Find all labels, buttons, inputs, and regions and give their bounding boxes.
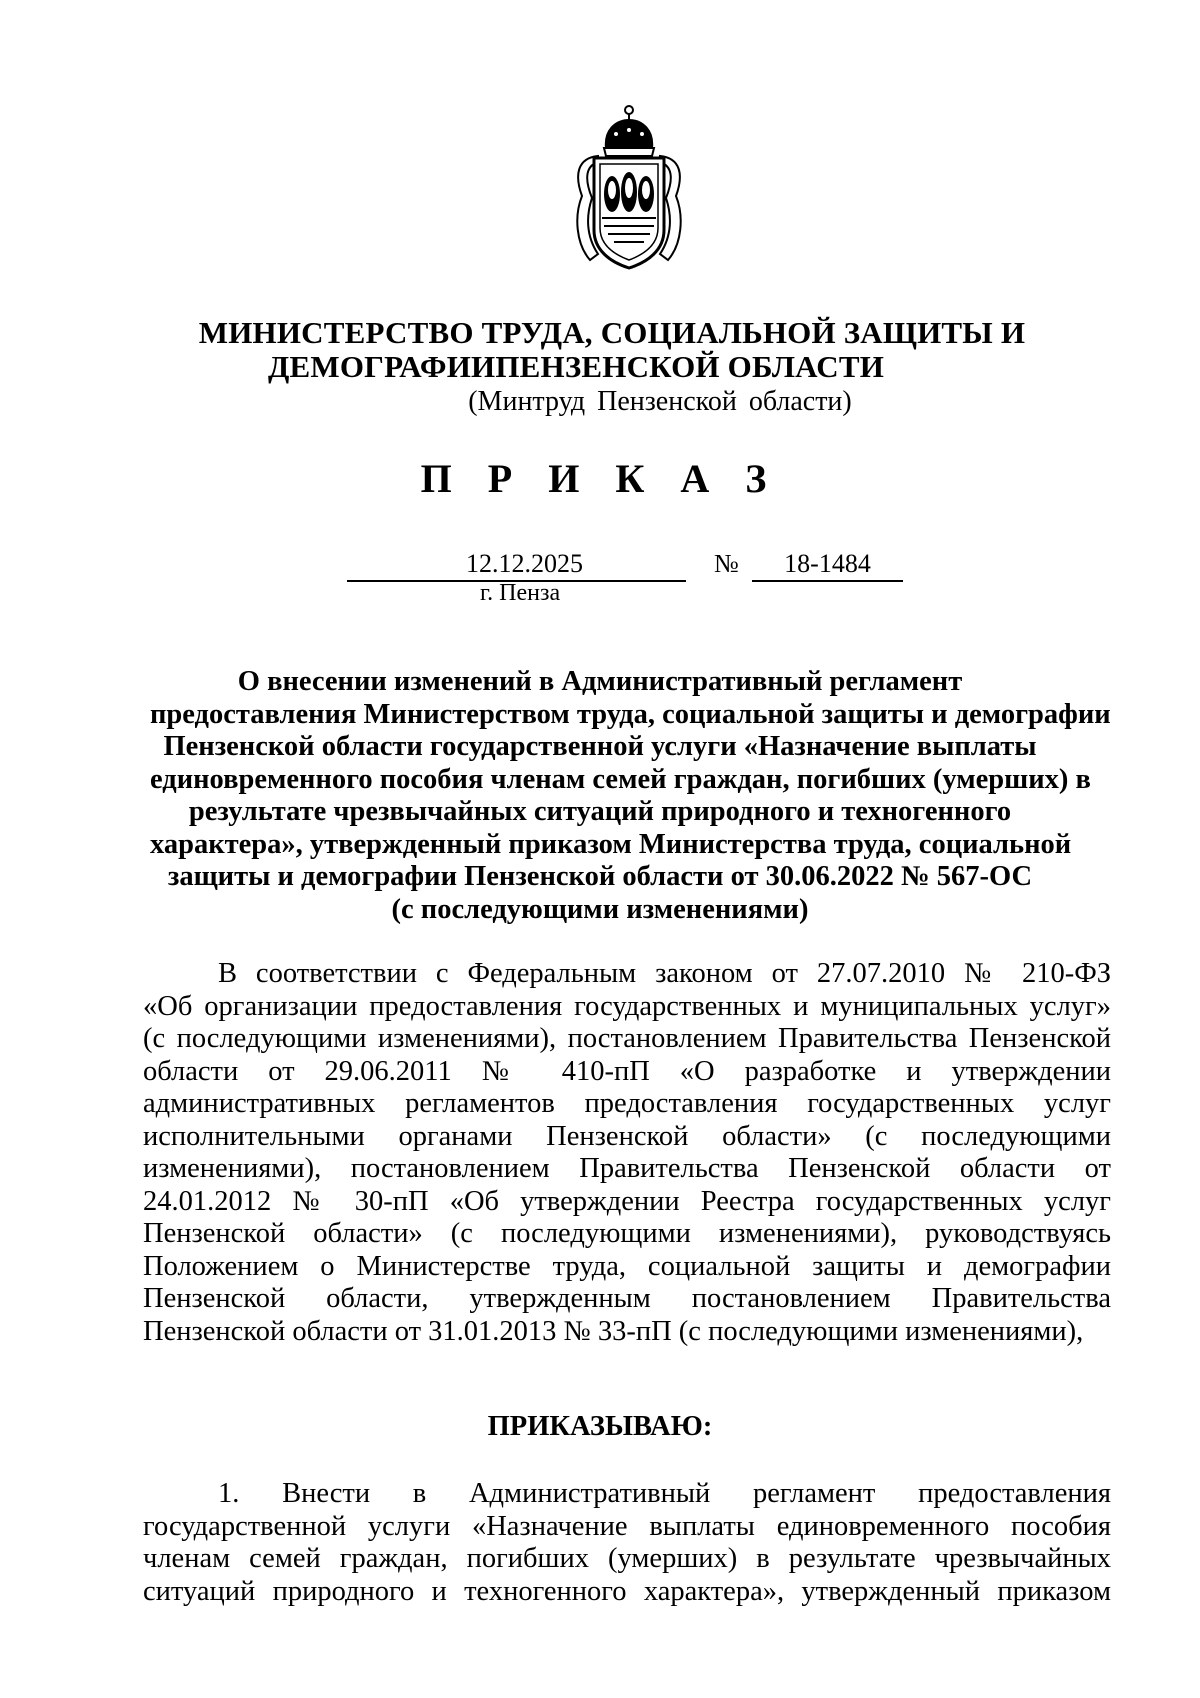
preamble-line: Положением о Министерстве труда, социальной защиты и демографии [143,1250,1111,1282]
ministry-name-line1: МИНИСТЕРСТВО ТРУДА, СОЦИАЛЬНОЙ ЗАЩИТЫ И [198,315,1026,350]
preamble-line: административных регламентов предоставления государственных услуг [143,1088,1111,1119]
subject-line: О внесении изменений в Административный регламент [237,666,963,697]
preamble-line: Пензенской области» (с последующими изменениями), руководствуясь [143,1218,1111,1249]
preamble-line: изменениями), постановлением Правительства Пензенской области от [143,1153,1111,1184]
preamble-line: В соответствии с Федеральным законом от 27.07.2010 № 210-ФЗ [218,958,1111,989]
order-directive: ПРИКАЗЫВАЮ: [487,1411,713,1442]
subject-line: единовременного пособия членам семей граждан, погибших (умерших) в [150,763,1091,795]
order-date-field [347,548,686,582]
preamble-line: исполнительными органами Пензенской области» (с последующими [143,1120,1111,1152]
ministry-name-line2: ДЕМОГРАФИИПЕНЗЕНСКОЙ ОБЛАСТИ [267,349,885,384]
preamble-line: «Об организации предоставления государственных и муниципальных услуг» [143,990,1111,1022]
subject-line: характера», утвержденный приказом Министерства труда, социальной [150,828,1072,860]
order-city: г. Пенза [480,580,561,606]
subject-line: (с последующими изменениями) [391,893,809,925]
subject-line: защиты и демографии Пензенской области от 30.06.2022 № 567-ОС [167,861,1033,892]
document-title: П Р И К А З [420,456,780,501]
coat-of-arms-icon [568,104,690,272]
order-item-1 [143,1478,1111,1608]
item-line: членам семей граждан, погибших (умерших) в результате чрезвычайных [143,1543,1111,1574]
number-sign: № [714,549,739,578]
order-date: 12.12.2025 [466,549,583,578]
order-subject [150,666,1111,926]
preamble-paragraph [143,958,1111,1348]
subject-line: результате чрезвычайных ситуаций природного и техногенного [188,796,1012,827]
preamble-line: Пензенской области от 31.01.2013 № 33-пП (с последующими изменениями), [143,1315,1084,1347]
order-number-field [752,548,903,582]
subject-line: предоставления Министерством труда, социальной защиты и демографии [150,698,1111,730]
item-line: ситуаций природного и техногенного характера», утвержденный приказом [143,1575,1111,1607]
preamble-line: области от 29.06.2011 № 410-пП «О разработке и утверждении [143,1055,1111,1087]
subject-line: Пензенской области государственной услуги «Назначение выплаты [163,731,1037,762]
ministry-short-name: (Минтруд Пензенской области) [468,386,852,417]
item-line: 1. Внести в Административный регламент предоставления [218,1478,1111,1509]
order-number: 18-1484 [784,549,871,578]
preamble-line: Пензенской области, утвержденным постановлением Правительства [143,1283,1111,1314]
preamble-line: 24.01.2012 № 30-пП «Об утверждении Реестра государственных услуг [143,1185,1111,1217]
preamble-line: (с последующими изменениями), постановлением Правительства Пензенской [143,1023,1111,1054]
item-line: государственной услуги «Назначение выплаты единовременного пособия [143,1510,1111,1542]
